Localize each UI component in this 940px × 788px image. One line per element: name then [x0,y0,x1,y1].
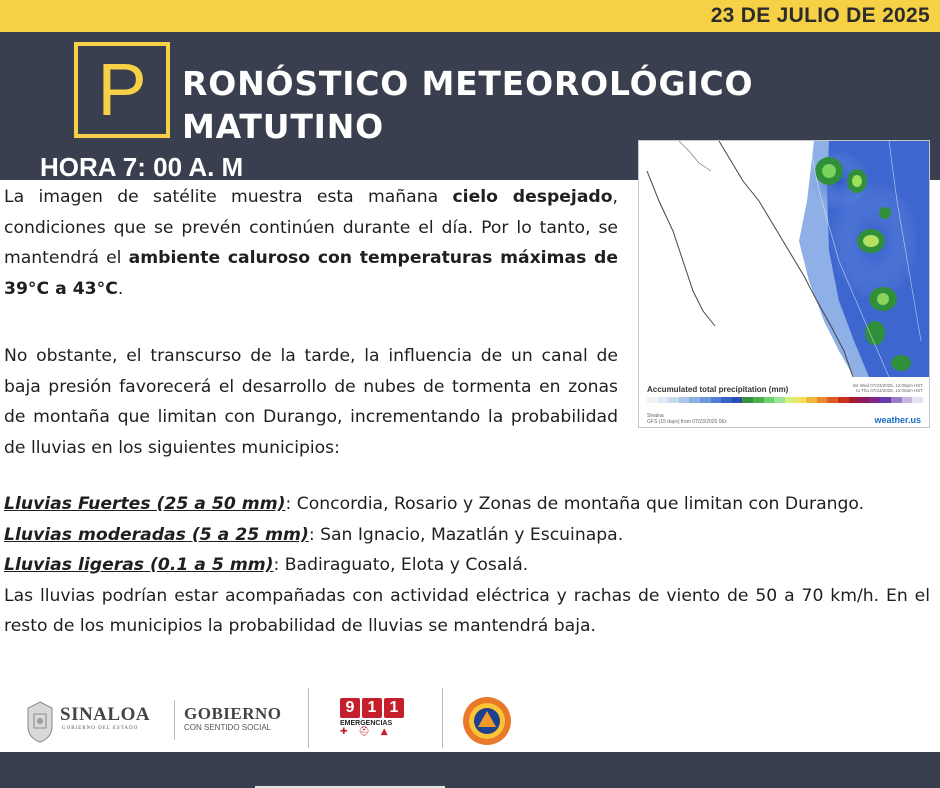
rain-heavy-label: Lluvias Fuertes (25 a 50 mm) [4,494,286,514]
legend-color-swatch [658,397,669,403]
rain-light-label: Lluvias ligeras (0.1 a 5 mm) [4,555,274,576]
map-legend-note-1: Init Wed 07/23/2025, 12:00pm HST [852,383,923,388]
legend-color-swatch [753,397,764,403]
emergency-services-icon: ✚ ⛑ ▲ [340,727,392,737]
legend-color-swatch [742,397,753,403]
map-legend-title: Accumulated total precipitation (mm) [647,385,789,394]
text: , condiciones que se prevén continúen durante el día. Por lo tanto, se mantendrá el [4,187,618,269]
map-legend-colorbar [647,397,923,403]
rain-heavy [4,489,930,520]
legend-color-swatch [785,397,796,403]
legend-color-swatch [902,397,913,403]
footer-logos [0,686,940,746]
legend-color-swatch [774,397,785,403]
paragraph-conditions [4,182,618,304]
sinaloa-subtitle: GOBIERNO DEL ESTADO [62,726,139,731]
rain-forecast [4,489,930,642]
legend-color-swatch [870,397,881,403]
legend-color-swatch [912,397,923,403]
legend-color-swatch [806,397,817,403]
highlight-temperatures: ambiente caluroso con temperaturas máximas de 39°C a 43°C [4,248,618,299]
legend-color-swatch [679,397,690,403]
map-brand: weather.us [874,415,921,425]
page-title-line-2: MATUTINO [182,107,384,146]
sinaloa-name: SINALOA [60,704,151,725]
footer-divider [174,700,175,740]
e911-label: EMERGENCIAS [340,720,393,727]
legend-color-swatch [721,397,732,403]
map-legend-note [853,383,923,393]
legend-color-swatch [700,397,711,403]
e911-digit: 9 [340,698,360,718]
bottom-bar [0,752,940,788]
legend-color-swatch [817,397,828,403]
precipitation-map-image [639,141,930,377]
legend-color-swatch [764,397,775,403]
title-initial-box [74,42,170,138]
map-source-1: Sinaloa [647,413,664,419]
map-source-2: GFS (15 days) from 07/23/2025 06z [647,419,727,425]
legend-color-swatch [827,397,838,403]
legend-color-swatch [838,397,849,403]
legend-color-swatch [732,397,743,403]
map-legend-note-2: to Thu 07/24/2025, 12:00am HST [856,388,923,393]
legend-color-swatch [849,397,860,403]
proteccion-civil-logo-icon [462,696,512,746]
page-title-line-1: RONÓSTICO METEOROLÓGICO [182,64,754,103]
date-bar [0,0,940,32]
legend-color-swatch [796,397,807,403]
legend-color-swatch [859,397,870,403]
sinaloa-seal-icon [24,700,56,744]
legend-color-swatch [891,397,902,403]
e911-digit: 1 [362,698,382,718]
legend-color-swatch [689,397,700,403]
emergencias-911-logo [340,698,404,744]
rain-moderate-text: : San Ignacio, Mazatlán y Escuinapa. [308,524,624,545]
text: La imagen de satélite muestra esta mañana [4,187,453,207]
footer-divider [442,688,443,748]
rain-light [4,550,930,581]
legend-color-swatch [711,397,722,403]
rain-heavy-text: : Concordia, Rosario y Zonas de montaña que limitan con Durango. [285,494,865,514]
rain-moderate-label: Lluvias moderadas (5 a 25 mm) [4,524,309,545]
bulletin-date: 23 DE JULIO DE 2025 [710,4,930,27]
legend-color-swatch [880,397,891,403]
gobierno-subtitle: CON SENTIDO SOCIAL [184,723,272,732]
e911-digit: 1 [384,698,404,718]
title-initial: P [97,48,147,131]
e911-digits [340,698,404,718]
gobierno-name: GOBIERNO [184,704,282,723]
footer-divider [308,688,309,748]
rain-light-text: : Badiraguato, Elota y Cosalá. [273,555,529,576]
bulletin-hour: HORA 7: 00 A. M [40,152,244,182]
legend-color-swatch [668,397,679,403]
rain-moderate [4,520,930,551]
closing-text: Las lluvias podrían estar acompañadas con actividad eléctrica y rachas de viento de 50 a 70 km/h. En el resto de los municipios la probabilidad de lluvias se mantendrá baja. [4,585,930,637]
precipitation-map [638,140,930,428]
paragraph-storms: No obstante, el transcurso de la tarde, la influencia de un canal de baja presión favorecerá el desarrollo de nubes de tormenta en zonas de montaña que limitan con Durango, incrementando la probabilidad de lluvias en los siguientes municipios: [4,346,618,458]
map-source [647,413,727,425]
text: . [117,278,124,299]
highlight-clear-sky: cielo despejado [452,187,613,207]
legend-color-swatch [647,397,658,403]
